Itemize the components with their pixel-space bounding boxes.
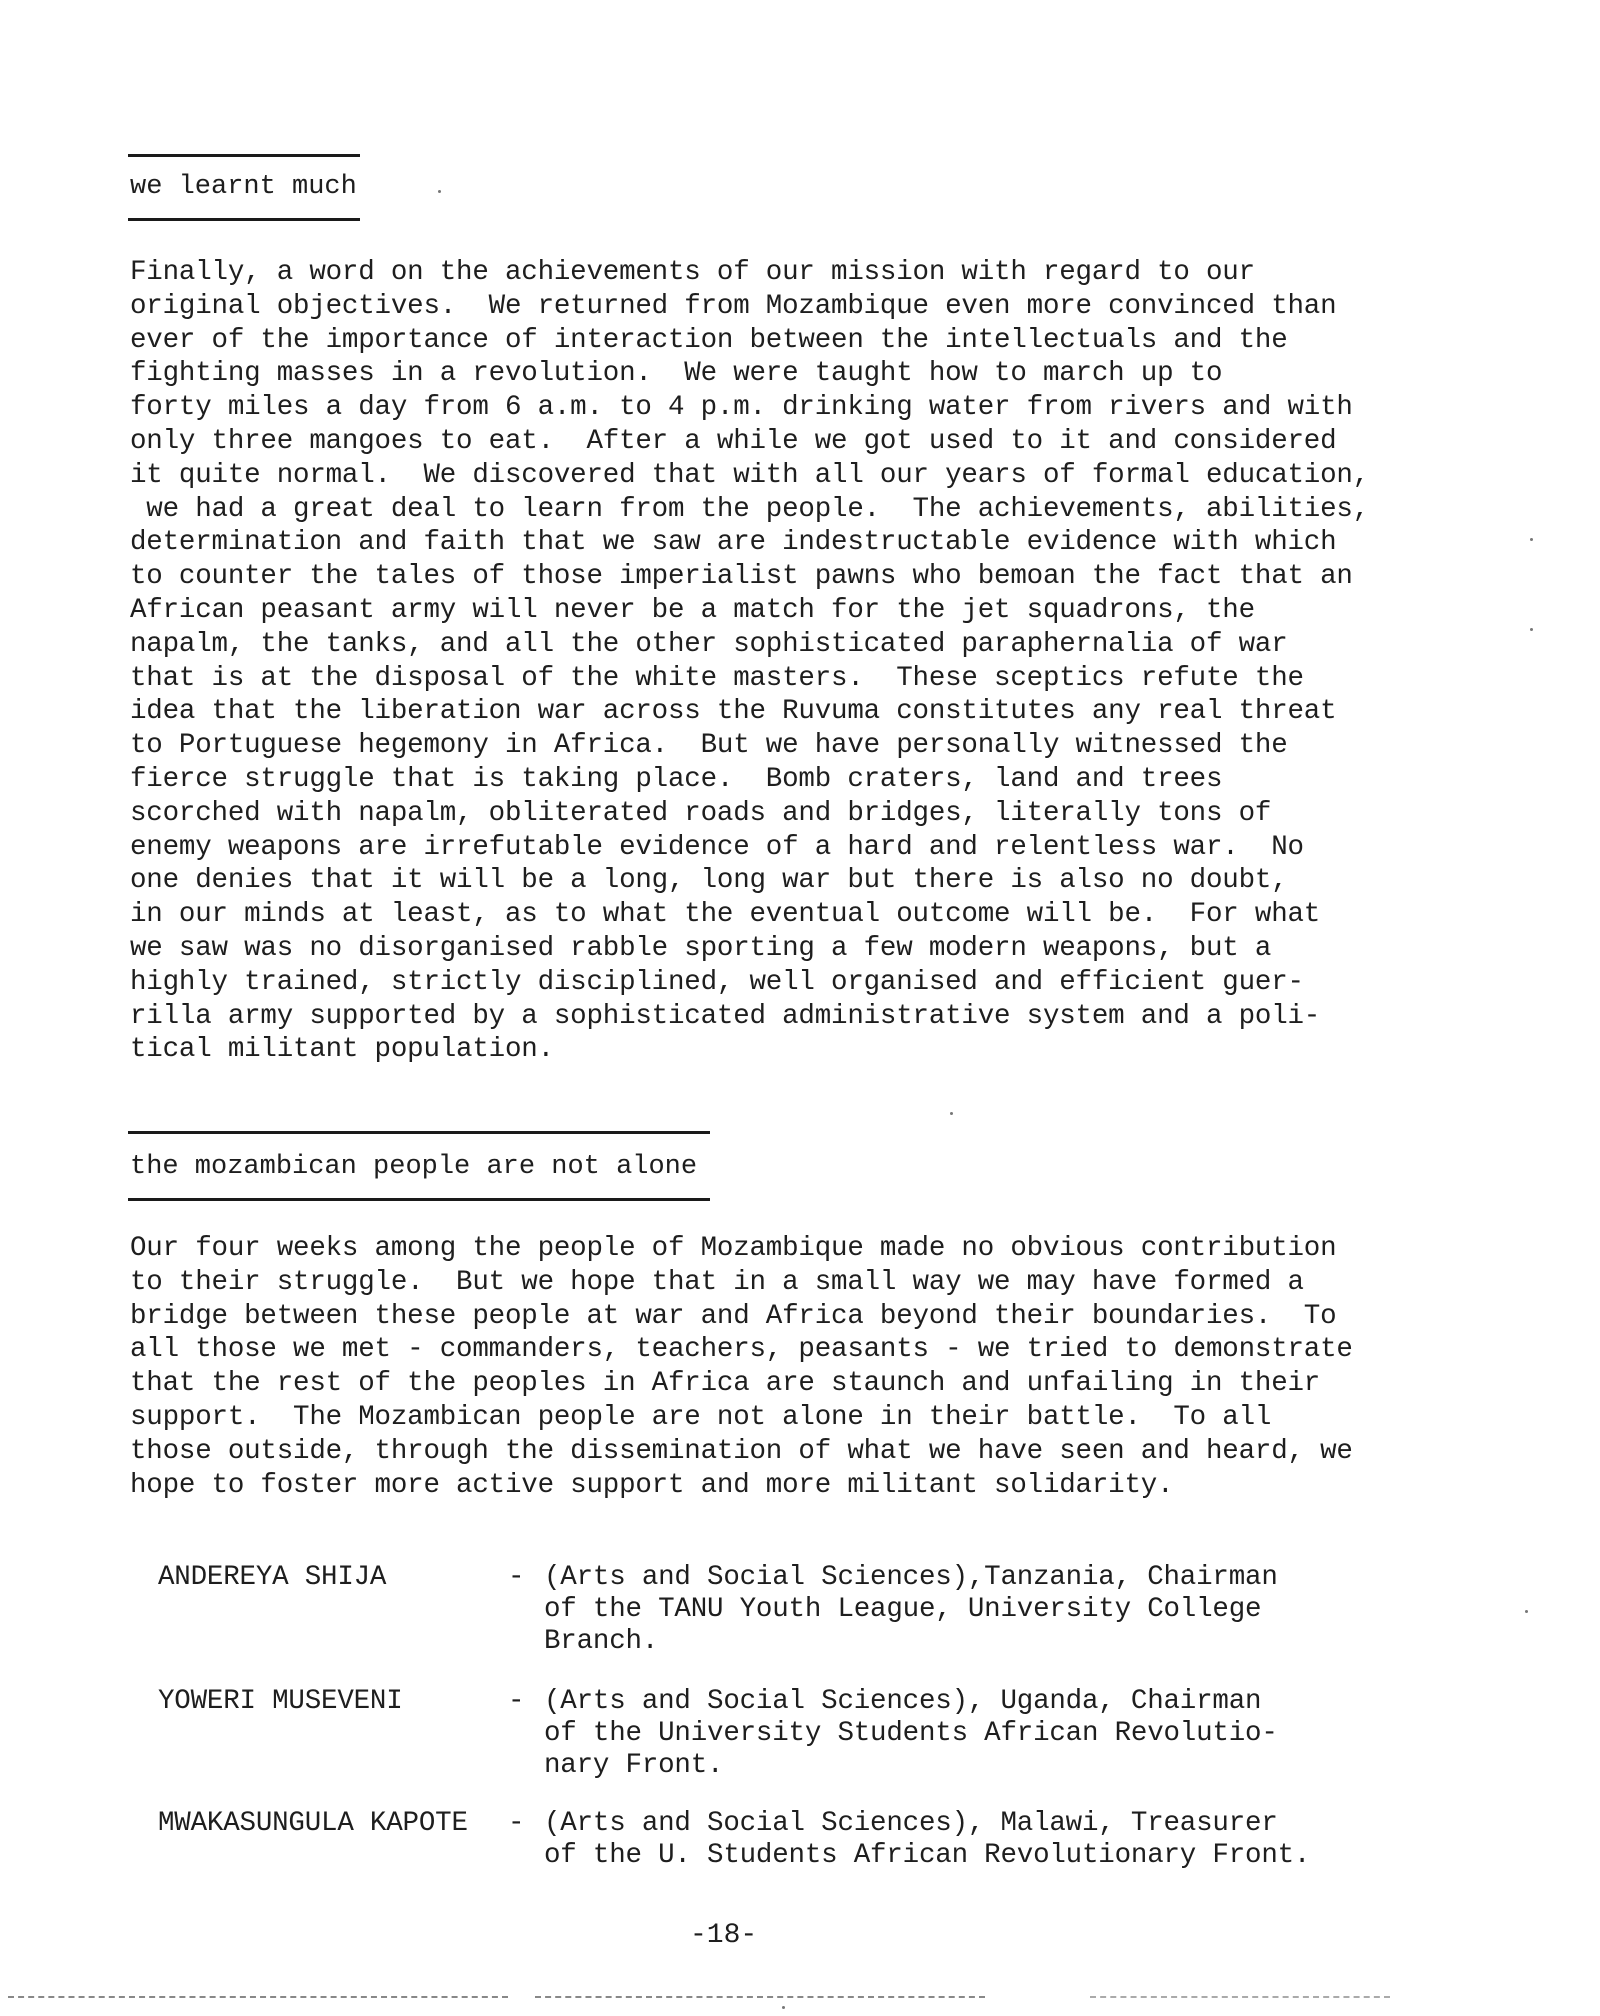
text-line: Branch. — [544, 1626, 659, 1657]
text-line: (Arts and Social Sciences),Tanzania, Chairman — [544, 1562, 1278, 1593]
text-line: we had a great deal to learn from the people. The achievements, abilities, — [130, 493, 1370, 525]
heading-rule-bottom — [128, 1198, 710, 1201]
text-line: of the University Students African Revolutio- — [544, 1718, 1278, 1749]
text-line: of the U. Students African Revolutionary Front. — [544, 1840, 1311, 1871]
text-line: napalm, the tanks, and all the other sophisticated paraphernalia of war — [130, 628, 1288, 660]
scan-speck — [1525, 1610, 1528, 1613]
signatory-dash: - — [508, 1562, 525, 1593]
text-line: only three mangoes to eat. After a while we got used to it and considered — [130, 425, 1337, 457]
text-line: tical militant population. — [130, 1034, 554, 1066]
signatory-dash: - — [508, 1808, 525, 1839]
text-line: (Arts and Social Sciences), Malawi, Treasurer — [544, 1808, 1278, 1839]
text-line: in our minds at least, as to what the eventual outcome will be. For what — [130, 899, 1321, 931]
text-line: nary Front. — [544, 1750, 724, 1781]
scan-speck — [782, 2006, 785, 2009]
text-line: we saw was no disorganised rabble sporting a few modern weapons, but a — [130, 932, 1272, 964]
signatory-description — [544, 1686, 1278, 1782]
text-line: those outside, through the dissemination of what we have seen and heard, we — [130, 1435, 1353, 1467]
text-line: forty miles a day from 6 a.m. to 4 p.m. drinking water from rivers and with — [130, 392, 1353, 424]
text-line: to counter the tales of those imperialist pawns who bemoan the fact that an — [130, 561, 1353, 593]
heading-rule-bottom — [128, 218, 360, 221]
scan-speck — [950, 1112, 953, 1115]
footer-rule — [8, 1996, 508, 1998]
text-line: (Arts and Social Sciences), Uganda, Chairman — [544, 1686, 1262, 1717]
section-heading: we learnt much — [130, 172, 357, 202]
signatory-name: MWAKASUNGULA KAPOTE — [158, 1808, 468, 1839]
text-line: ever of the importance of interaction between the intellectuals and the — [130, 324, 1288, 356]
page-number: -18- — [690, 1920, 758, 1951]
scan-speck — [1530, 538, 1533, 541]
text-line: determination and faith that we saw are indestructable evidence with which — [130, 527, 1337, 559]
body-paragraph — [130, 1232, 1420, 1502]
scan-speck — [438, 190, 441, 193]
text-line: fierce struggle that is taking place. Bomb craters, land and trees — [130, 763, 1223, 795]
text-line: bridge between these people at war and Africa beyond their boundaries. To — [130, 1300, 1337, 1332]
heading-rule-top — [128, 154, 360, 157]
text-line: of the TANU Youth League, University College — [544, 1594, 1262, 1625]
text-line: that is at the disposal of the white masters. These sceptics refute the — [130, 662, 1304, 694]
text-line: fighting masses in a revolution. We were taught how to march up to — [130, 358, 1223, 390]
text-line: highly trained, strictly disciplined, well organised and efficient guer- — [130, 966, 1304, 998]
text-line: one denies that it will be a long, long war but there is also no doubt, — [130, 865, 1288, 897]
signatory-dash: - — [508, 1686, 525, 1717]
text-line: all those we met - commanders, teachers, peasants - we tried to demonstrate — [130, 1334, 1353, 1366]
footer-rule — [1090, 1996, 1390, 1998]
text-line: original objectives. We returned from Mozambique even more convinced than — [130, 290, 1337, 322]
signatory-description — [544, 1808, 1310, 1872]
text-line: to Portuguese hegemony in Africa. But we have personally witnessed the — [130, 730, 1288, 762]
text-line: that the rest of the peoples in Africa are staunch and unfailing in their — [130, 1368, 1321, 1400]
text-line: Our four weeks among the people of Mozambique made no obvious contribution — [130, 1233, 1337, 1264]
footer-rule — [535, 1996, 985, 1998]
heading-rule-top — [128, 1131, 710, 1134]
text-line: rilla army supported by a sophisticated administrative system and a poli- — [130, 1000, 1321, 1032]
text-line: support. The Mozambican people are not alone in their battle. To all — [130, 1401, 1272, 1433]
text-line: to their struggle. But we hope that in a small way we may have formed a — [130, 1266, 1304, 1298]
text-line: enemy weapons are irrefutable evidence of a hard and relentless war. No — [130, 831, 1304, 863]
section-heading: the mozambican people are not alone — [130, 1152, 698, 1182]
text-line: it quite normal. We discovered that with all our years of formal education, — [130, 459, 1370, 491]
signatory-description — [544, 1562, 1278, 1658]
body-paragraph — [130, 256, 1420, 1067]
text-line: African peasant army will never be a match for the jet squadrons, the — [130, 594, 1255, 626]
text-line: idea that the liberation war across the Ruvuma constitutes any real threat — [130, 696, 1337, 728]
signatory-name: ANDEREYA SHIJA — [158, 1562, 387, 1593]
signatory-name: YOWERI MUSEVENI — [158, 1686, 403, 1717]
text-line: Finally, a word on the achievements of our mission with regard to our — [130, 257, 1255, 288]
text-line: scorched with napalm, obliterated roads and bridges, literally tons of — [130, 797, 1272, 829]
text-line: hope to foster more active support and more militant solidarity. — [130, 1469, 1174, 1501]
scan-speck — [1530, 628, 1533, 631]
